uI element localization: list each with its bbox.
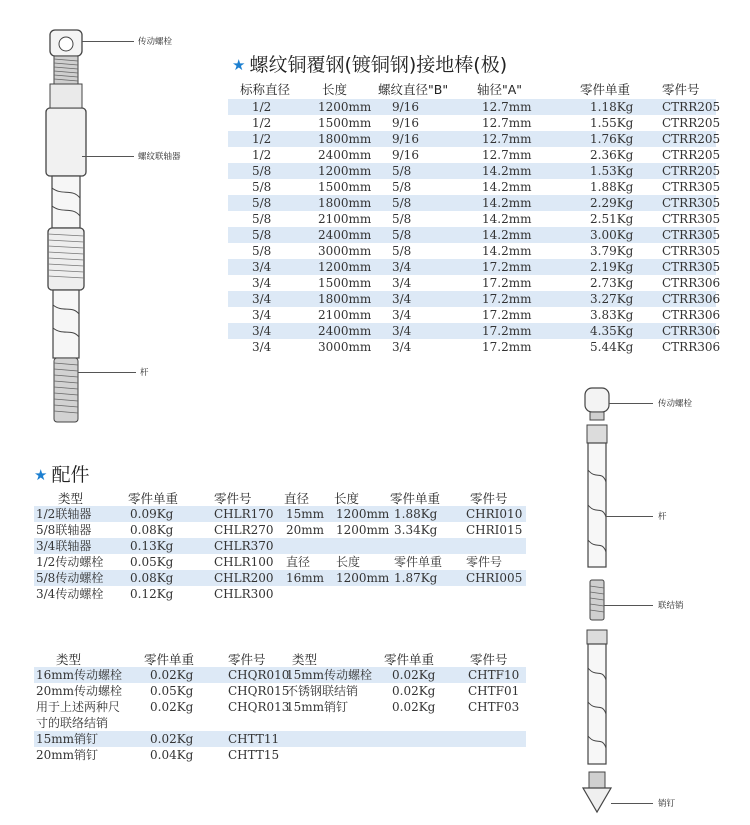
cell-type: 寸的联络结销 bbox=[36, 716, 109, 730]
cell-shaft-diameter: 17.2mm bbox=[482, 276, 532, 290]
cell-part: CHQR015 bbox=[228, 684, 290, 698]
cell-part-2: CHTF01 bbox=[468, 684, 520, 698]
cell-part-number: CTRR306 bbox=[662, 276, 721, 290]
col-nominal-diameter: 标称直径 bbox=[240, 82, 291, 97]
table-row bbox=[228, 163, 721, 179]
table-row bbox=[228, 307, 721, 323]
cell-type: 3/4联轴器 bbox=[36, 539, 92, 553]
cell-weight: 0.09Kg bbox=[130, 507, 174, 521]
cell-part-number: CTRR305 bbox=[662, 196, 721, 210]
cell-thread-diameter: 9/16 bbox=[392, 116, 419, 130]
cell-unit-weight: 1.76Kg bbox=[590, 132, 634, 146]
cell-length: 1800mm bbox=[318, 132, 372, 146]
cell-type: 20mm销钉 bbox=[36, 748, 99, 762]
cell-weight-2: 0.02Kg bbox=[392, 700, 436, 714]
cell-shaft-diameter: 12.7mm bbox=[482, 100, 532, 114]
rod-lower bbox=[53, 290, 79, 358]
cell-part-number: CTRR305 bbox=[662, 260, 721, 274]
label-rod-right: 杆 bbox=[658, 512, 667, 522]
cell-length: 1500mm bbox=[318, 276, 372, 290]
btm-col-part: 零件号 bbox=[228, 652, 266, 667]
cell-length: 1800mm bbox=[318, 196, 372, 210]
cell-length: 1200mm bbox=[336, 507, 390, 521]
cell-nominal-diameter: 5/8 bbox=[252, 244, 272, 258]
cell-thread-diameter: 3/4 bbox=[392, 340, 412, 354]
table-row bbox=[228, 211, 721, 227]
cell-part: CHQR013 bbox=[228, 700, 290, 714]
cell-shaft-diameter: 17.2mm bbox=[482, 260, 532, 274]
cell-part-number: CTRR305 bbox=[662, 228, 721, 242]
cell-diameter: 直径 bbox=[286, 555, 311, 569]
table-row bbox=[34, 506, 526, 522]
cell-nominal-diameter: 5/8 bbox=[252, 212, 272, 226]
label-drive-bolt: 传动螺栓 bbox=[138, 37, 173, 47]
cell-shaft-diameter: 12.7mm bbox=[482, 148, 532, 162]
table-row bbox=[228, 147, 721, 163]
cell-type: 16mm传动螺栓 bbox=[36, 668, 123, 682]
label-drive-bolt-right: 传动螺栓 bbox=[658, 399, 693, 409]
cell-shaft-diameter: 14.2mm bbox=[482, 228, 532, 242]
cell-part-2: CHRI005 bbox=[466, 571, 523, 585]
threaded-coupler bbox=[46, 108, 86, 176]
cell-length: 1200mm bbox=[318, 100, 372, 114]
cell-part: CHLR200 bbox=[214, 571, 274, 585]
cell-shaft-diameter: 14.2mm bbox=[482, 180, 532, 194]
cell-shaft-diameter: 17.2mm bbox=[482, 324, 532, 338]
cell-part-number: CTRR205 bbox=[662, 164, 721, 178]
cell-thread-diameter: 5/8 bbox=[392, 180, 412, 194]
cell-thread-diameter: 9/16 bbox=[392, 100, 419, 114]
table-row bbox=[34, 667, 526, 683]
cell-thread-diameter: 3/4 bbox=[392, 308, 412, 322]
exploded-components-illustration bbox=[0, 0, 1, 1]
col-unit-weight: 零件单重 bbox=[580, 82, 631, 97]
cell-part: CHLR100 bbox=[214, 555, 274, 569]
table-row bbox=[34, 731, 526, 747]
cell-unit-weight: 2.36Kg bbox=[590, 148, 634, 162]
cell-part-2: CHRI015 bbox=[466, 523, 523, 537]
cell-type: 5/8联轴器 bbox=[36, 523, 92, 537]
cell-part: CHLR270 bbox=[214, 523, 274, 537]
cell-length: 2100mm bbox=[318, 212, 372, 226]
cell-length: 1200mm bbox=[318, 164, 372, 178]
cell-part-number: CTRR306 bbox=[662, 292, 721, 306]
col-length: 长度 bbox=[322, 82, 348, 97]
cell-nominal-diameter: 5/8 bbox=[252, 180, 272, 194]
cell-weight: 0.05Kg bbox=[130, 555, 174, 569]
cell-unit-weight: 1.88Kg bbox=[590, 180, 634, 194]
main-table-header bbox=[0, 80, 750, 96]
table-row bbox=[34, 538, 526, 554]
drive-bolt bbox=[585, 388, 609, 412]
col-thread-diameter: 螺纹直径"B" bbox=[378, 82, 449, 97]
btm-col-part-2: 零件号 bbox=[470, 652, 508, 667]
table-row bbox=[228, 243, 721, 259]
cell-nominal-diameter: 1/2 bbox=[252, 116, 272, 130]
cell-type: 5/8传动螺栓 bbox=[36, 571, 104, 585]
cell-thread-diameter: 3/4 bbox=[392, 260, 412, 274]
cell-shaft-diameter: 12.7mm bbox=[482, 132, 532, 146]
cell-nominal-diameter: 3/4 bbox=[252, 292, 272, 306]
col-shaft-diameter: 轴径"A" bbox=[477, 82, 523, 97]
cell-type-2: 不锈钢联结销 bbox=[286, 684, 359, 698]
cell-part: CHQR010 bbox=[228, 668, 290, 682]
acc-col-length: 长度 bbox=[334, 491, 360, 506]
cell-unit-weight: 2.73Kg bbox=[590, 276, 634, 290]
cell-shaft-diameter: 14.2mm bbox=[482, 244, 532, 258]
cell-length: 3000mm bbox=[318, 340, 372, 354]
cell-length: 1500mm bbox=[318, 116, 372, 130]
cell-unit-weight: 1.18Kg bbox=[590, 100, 634, 114]
table-row bbox=[228, 291, 721, 307]
label-threaded-coupler: 螺纹联轴器 bbox=[138, 152, 181, 162]
cell-part: CHLR170 bbox=[214, 507, 274, 521]
cell-weight: 0.02Kg bbox=[150, 700, 194, 714]
cell-shaft-diameter: 17.2mm bbox=[482, 340, 532, 354]
cell-weight: 0.02Kg bbox=[150, 732, 194, 746]
col-part-number: 零件号 bbox=[662, 82, 700, 97]
cell-type: 1/2传动螺栓 bbox=[36, 555, 104, 569]
cell-weight-2: 零件单重 bbox=[394, 555, 443, 569]
cell-type-2: 15mm销钉 bbox=[286, 700, 349, 714]
cell-weight-2: 0.02Kg bbox=[392, 668, 436, 682]
cell-unit-weight: 3.00Kg bbox=[590, 228, 634, 242]
cell-length: 1200mm bbox=[336, 571, 390, 585]
cell-length: 1500mm bbox=[318, 180, 372, 194]
table-row bbox=[228, 179, 721, 195]
cell-part: CHLR300 bbox=[214, 587, 274, 601]
cell-part-number: CTRR205 bbox=[662, 148, 721, 162]
cell-weight-2: 1.88Kg bbox=[394, 507, 438, 521]
btm-col-type: 类型 bbox=[56, 652, 82, 667]
btm-col-weight: 零件单重 bbox=[144, 652, 195, 667]
cell-weight-2: 0.02Kg bbox=[392, 684, 436, 698]
cell-weight: 0.12Kg bbox=[130, 587, 174, 601]
cell-shaft-diameter: 12.7mm bbox=[482, 116, 532, 130]
cell-weight: 0.13Kg bbox=[130, 539, 174, 553]
cell-type-2: 15mm传动螺栓 bbox=[286, 668, 373, 682]
cell-part-2: CHTF10 bbox=[468, 668, 520, 682]
main-title: ★ 螺纹铜覆钢(镀铜钢)接地棒(极) bbox=[232, 54, 508, 76]
cell-nominal-diameter: 5/8 bbox=[252, 228, 272, 242]
cell-shaft-diameter: 14.2mm bbox=[482, 164, 532, 178]
cell-length: 2400mm bbox=[318, 148, 372, 162]
cell-unit-weight: 2.51Kg bbox=[590, 212, 634, 226]
cell-type: 20mm传动螺栓 bbox=[36, 684, 123, 698]
cell-diameter: 15mm bbox=[286, 507, 325, 521]
cell-thread-diameter: 5/8 bbox=[392, 164, 412, 178]
cell-part-number: CTRR305 bbox=[662, 180, 721, 194]
cell-length: 1200mm bbox=[336, 523, 390, 537]
cell-part-number: CTRR205 bbox=[662, 116, 721, 130]
table-row bbox=[228, 115, 721, 131]
cell-length: 1800mm bbox=[318, 292, 372, 306]
cell-thread-diameter: 5/8 bbox=[392, 196, 412, 210]
accessories-table-header bbox=[0, 489, 560, 505]
cell-thread-diameter: 5/8 bbox=[392, 212, 412, 226]
cell-unit-weight: 3.27Kg bbox=[590, 292, 634, 306]
cell-weight: 0.04Kg bbox=[150, 748, 194, 762]
acc-col-weight: 零件单重 bbox=[128, 491, 179, 506]
cell-part-2: 零件号 bbox=[466, 555, 503, 569]
cell-type: 15mm销钉 bbox=[36, 732, 99, 746]
acc-col-part-2: 零件号 bbox=[470, 491, 508, 506]
cell-part-number: CTRR305 bbox=[662, 244, 721, 258]
rod-segment-1 bbox=[588, 443, 606, 567]
star-icon: ★ bbox=[232, 56, 246, 74]
cell-type: 1/2联轴器 bbox=[36, 507, 92, 521]
cell-thread-diameter: 3/4 bbox=[392, 276, 412, 290]
cell-diameter: 16mm bbox=[286, 571, 325, 585]
table-row bbox=[34, 683, 526, 699]
pin-tip bbox=[583, 788, 611, 812]
table-row bbox=[34, 570, 526, 586]
cell-shaft-diameter: 17.2mm bbox=[482, 308, 532, 322]
btm-col-type-2: 类型 bbox=[292, 652, 318, 667]
label-rod: 杆 bbox=[140, 368, 149, 378]
acc-col-type: 类型 bbox=[58, 491, 84, 506]
cell-thread-diameter: 9/16 bbox=[392, 132, 419, 146]
cell-nominal-diameter: 3/4 bbox=[252, 308, 272, 322]
cell-thread-diameter: 3/4 bbox=[392, 324, 412, 338]
cell-length: 1200mm bbox=[318, 260, 372, 274]
cell-shaft-diameter: 14.2mm bbox=[482, 196, 532, 210]
cell-unit-weight: 3.79Kg bbox=[590, 244, 634, 258]
cell-part: CHLR370 bbox=[214, 539, 274, 553]
cell-unit-weight: 3.83Kg bbox=[590, 308, 634, 322]
cell-weight: 0.02Kg bbox=[150, 668, 194, 682]
star-icon: ★ bbox=[34, 466, 48, 484]
cell-part-number: CTRR306 bbox=[662, 324, 721, 338]
cell-nominal-diameter: 5/8 bbox=[252, 196, 272, 210]
cell-length: 3000mm bbox=[318, 244, 372, 258]
label-connecting-pin: 联结销 bbox=[658, 601, 684, 611]
cell-thread-diameter: 5/8 bbox=[392, 228, 412, 242]
cell-thread-diameter: 9/16 bbox=[392, 148, 419, 162]
cell-length: 2400mm bbox=[318, 228, 372, 242]
cell-unit-weight: 2.19Kg bbox=[590, 260, 634, 274]
table-row bbox=[228, 195, 721, 211]
cell-type: 用于上述两种尺 bbox=[36, 700, 121, 714]
cell-nominal-diameter: 3/4 bbox=[252, 324, 272, 338]
table-row bbox=[228, 259, 721, 275]
label-pin: 销钉 bbox=[658, 799, 676, 809]
table-row bbox=[228, 131, 721, 147]
table-row bbox=[228, 227, 721, 243]
table-row bbox=[228, 339, 721, 355]
cell-type: 3/4传动螺栓 bbox=[36, 587, 104, 601]
cell-thread-diameter: 5/8 bbox=[392, 244, 412, 258]
cell-length: 2100mm bbox=[318, 308, 372, 322]
cell-weight: 0.08Kg bbox=[130, 523, 174, 537]
cell-nominal-diameter: 1/2 bbox=[252, 148, 272, 162]
cell-weight: 0.08Kg bbox=[130, 571, 174, 585]
cell-part-2: CHTF03 bbox=[468, 700, 520, 714]
table-row bbox=[228, 275, 721, 291]
rod-upper bbox=[52, 176, 80, 228]
acc-col-diameter: 直径 bbox=[284, 491, 310, 506]
cell-nominal-diameter: 3/4 bbox=[252, 260, 272, 274]
table-row bbox=[228, 99, 721, 115]
cell-length: 2400mm bbox=[318, 324, 372, 338]
bottom-table-header bbox=[0, 650, 560, 666]
cell-length: 长度 bbox=[336, 555, 361, 569]
table-row bbox=[34, 522, 526, 538]
table-row bbox=[34, 586, 526, 602]
cell-unit-weight: 1.55Kg bbox=[590, 116, 634, 130]
cell-shaft-diameter: 14.2mm bbox=[482, 212, 532, 226]
cell-nominal-diameter: 5/8 bbox=[252, 164, 272, 178]
acc-col-part: 零件号 bbox=[214, 491, 252, 506]
cell-nominal-diameter: 3/4 bbox=[252, 340, 272, 354]
cell-thread-diameter: 3/4 bbox=[392, 292, 412, 306]
cell-weight: 0.05Kg bbox=[150, 684, 194, 698]
cell-shaft-diameter: 17.2mm bbox=[482, 292, 532, 306]
cell-nominal-diameter: 1/2 bbox=[252, 100, 272, 114]
table-row bbox=[34, 715, 526, 731]
cell-weight-2: 1.87Kg bbox=[394, 571, 438, 585]
cell-nominal-diameter: 1/2 bbox=[252, 132, 272, 146]
cell-unit-weight: 5.44Kg bbox=[590, 340, 634, 354]
cell-weight-2: 3.34Kg bbox=[394, 523, 438, 537]
cell-part: CHTT15 bbox=[228, 748, 280, 762]
cell-unit-weight: 1.53Kg bbox=[590, 164, 634, 178]
cell-part-number: CTRR205 bbox=[662, 100, 721, 114]
cell-diameter: 20mm bbox=[286, 523, 325, 537]
cell-part-2: CHRI010 bbox=[466, 507, 523, 521]
btm-col-weight-2: 零件单重 bbox=[384, 652, 435, 667]
cell-part: CHTT11 bbox=[228, 732, 280, 746]
table-row bbox=[34, 747, 526, 763]
cell-nominal-diameter: 3/4 bbox=[252, 276, 272, 290]
cell-part-number: CTRR306 bbox=[662, 308, 721, 322]
cell-part-number: CTRR305 bbox=[662, 212, 721, 226]
table-row bbox=[228, 323, 721, 339]
cell-part-number: CTRR205 bbox=[662, 132, 721, 146]
table-row bbox=[34, 699, 526, 715]
cell-unit-weight: 4.35Kg bbox=[590, 324, 634, 338]
cell-unit-weight: 2.29Kg bbox=[590, 196, 634, 210]
accessories-title: ★ 配件 bbox=[34, 464, 90, 486]
acc-col-weight-2: 零件单重 bbox=[390, 491, 441, 506]
cell-part-number: CTRR306 bbox=[662, 340, 721, 354]
table-row bbox=[34, 554, 526, 570]
